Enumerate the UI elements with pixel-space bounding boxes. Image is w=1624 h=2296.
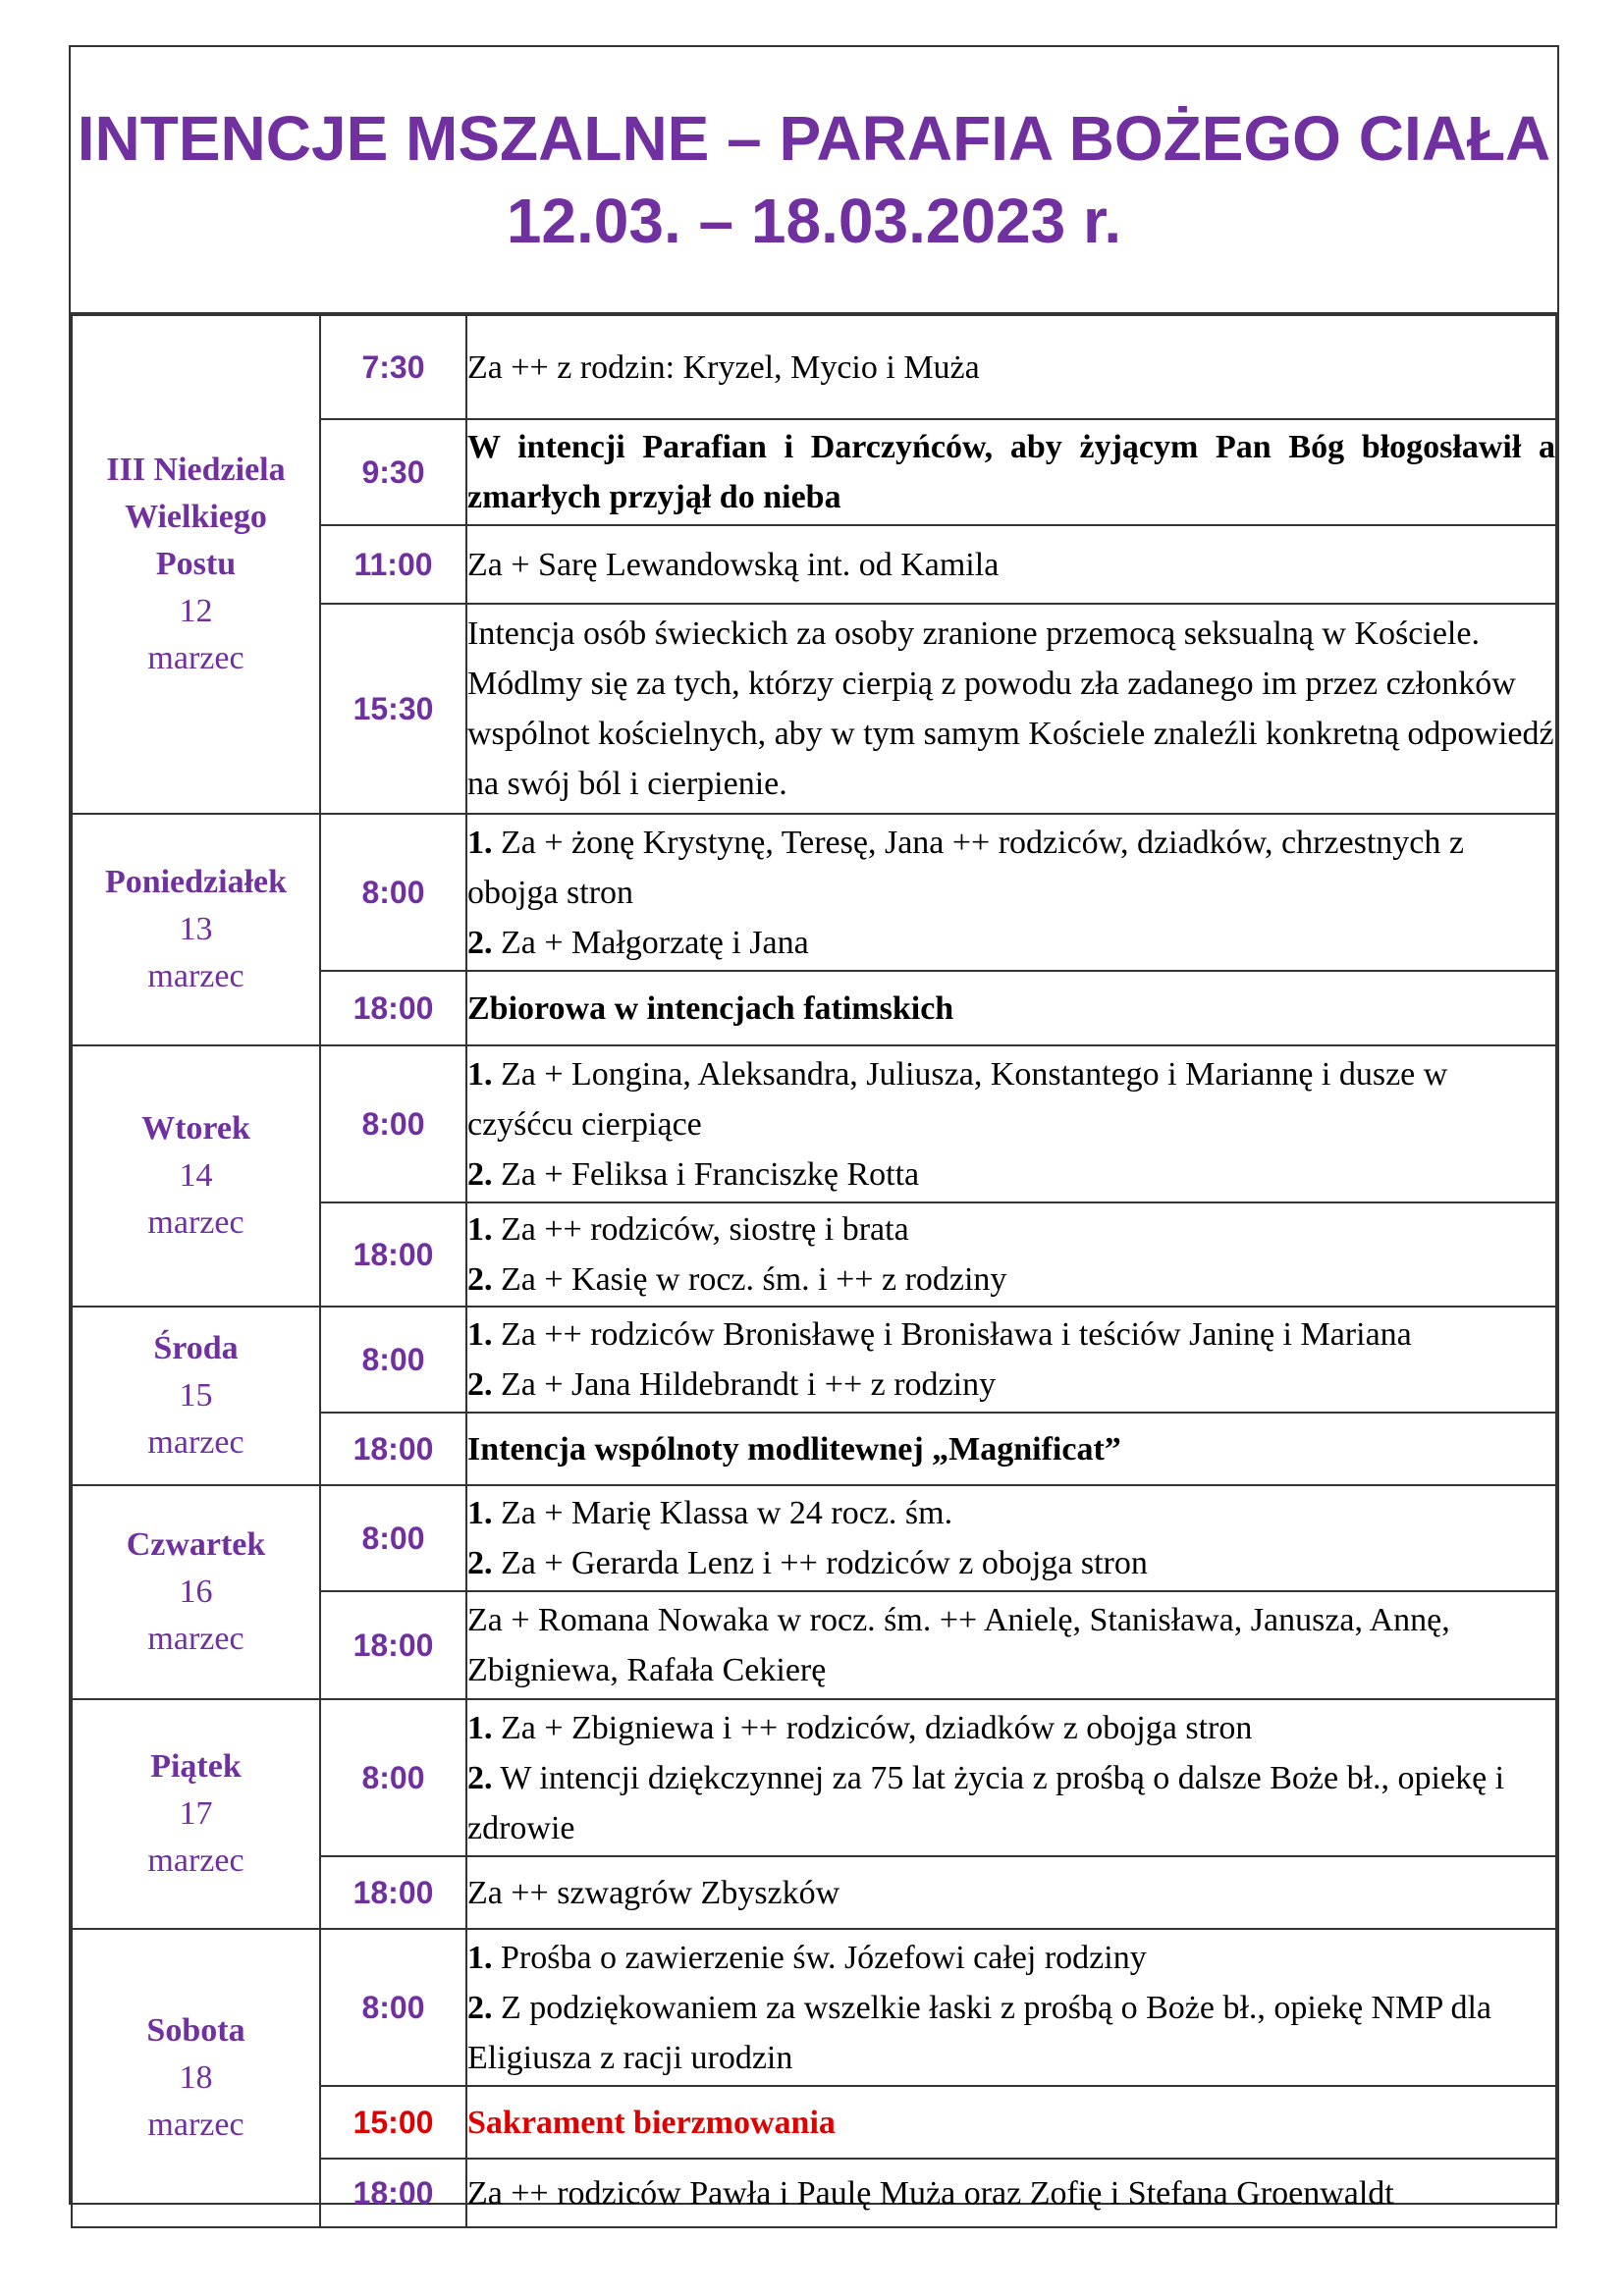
mass-time: 8:00 — [320, 1699, 466, 1856]
day-date: 17 — [179, 1795, 213, 1832]
day-month: marzec — [147, 1621, 244, 1657]
table-row — [72, 1045, 1556, 1202]
item-text: Za + Gerarda Lenz i ++ rodziców z obojga stron — [501, 1545, 1148, 1581]
item-number: 1. — [467, 824, 493, 861]
mass-time: 11:00 — [320, 525, 466, 604]
day-cell-tuesday — [72, 1045, 320, 1307]
mass-intention: Za + Sarę Lewandowską int. od Kamila — [466, 525, 1556, 604]
day-cell-friday — [72, 1699, 320, 1929]
item-number: 2. — [467, 1545, 493, 1581]
item-text: Za + żonę Krystynę, Teresę, Jana ++ rodziców, dziadków, chrzestnych z obojga stron — [467, 824, 1464, 911]
mass-intention — [466, 814, 1556, 971]
mass-time: 8:00 — [320, 1485, 466, 1591]
item-number: 2. — [467, 924, 493, 961]
item-text: Za ++ rodziców, siostrę i brata — [501, 1211, 909, 1248]
mass-intention: Za ++ rodziców Pawła i Paulę Muża oraz Zofię i Stefana Groenwaldt — [466, 2159, 1556, 2227]
intention-item — [467, 918, 1555, 968]
day-name: Piątek — [150, 1748, 242, 1785]
day-name-line: III Niedziela — [106, 452, 286, 488]
day-month: marzec — [147, 2107, 244, 2143]
intention-item — [467, 1149, 1555, 1200]
mass-intention — [466, 1699, 1556, 1856]
mass-time: 18:00 — [320, 1413, 466, 1485]
intention-item — [467, 1309, 1555, 1360]
item-number: 1. — [467, 1055, 493, 1093]
mass-time: 18:00 — [320, 1591, 466, 1699]
intention-item — [467, 1204, 1555, 1255]
intention-item — [467, 1933, 1555, 1983]
intention-item — [467, 1049, 1555, 1149]
item-text: Z podziękowaniem za wszelkie łaski z prośbą o Boże bł., opiekę NMP dla Eligiusza z racji urodzin — [467, 1989, 1492, 2076]
mass-time: 8:00 — [320, 1929, 466, 2086]
day-month: marzec — [147, 1842, 244, 1879]
table-row — [72, 814, 1556, 971]
day-name: Poniedziałek — [104, 864, 288, 900]
day-month: marzec — [147, 1204, 244, 1241]
item-text: Za + Kasię w rocz. śm. i ++ z rodziny — [501, 1261, 1007, 1298]
day-month: marzec — [147, 1424, 244, 1461]
mass-intention — [466, 1929, 1556, 2086]
mass-intention: Za + Romana Nowaka w rocz. śm. ++ Anielę, Stanisława, Janusza, Annę, Zbigniewa, Rafała Cekierę — [466, 1591, 1556, 1699]
schedule-table — [71, 314, 1557, 2228]
intention-item — [467, 818, 1555, 918]
day-date: 18 — [179, 2059, 213, 2096]
day-name: Czwartek — [126, 1526, 266, 1563]
mass-intention: Zbiorowa w intencjach fatimskich — [466, 971, 1556, 1045]
table-row — [72, 1699, 1556, 1856]
mass-intention: Sakrament bierzmowania — [466, 2086, 1556, 2159]
item-number: 2. — [467, 1989, 493, 2026]
mass-intention: Za ++ szwagrów Zbyszków — [466, 1856, 1556, 1929]
item-number: 2. — [467, 1759, 493, 1796]
intention-item — [467, 1255, 1555, 1305]
item-text: Za + Jana Hildebrandt i ++ z rodziny — [501, 1366, 997, 1403]
day-cell-sunday — [72, 315, 320, 814]
day-date: 15 — [179, 1377, 213, 1414]
table-row — [72, 1485, 1556, 1591]
item-text: Za + Longina, Aleksandra, Juliusza, Konstantego i Mariannę i dusze w czyśćcu cierpiące — [467, 1055, 1448, 1143]
mass-intention: Za ++ z rodzin: Kryzel, Mycio i Muża — [466, 315, 1556, 419]
intention-item — [467, 1703, 1555, 1753]
item-number: 1. — [467, 1495, 493, 1531]
item-text: Za ++ rodziców Bronisławę i Bronisława i teściów Janinę i Mariana — [501, 1316, 1412, 1353]
day-cell-thursday — [72, 1485, 320, 1699]
mass-intention — [466, 1485, 1556, 1591]
mass-time: 18:00 — [320, 971, 466, 1045]
day-name: Sobota — [146, 2012, 245, 2049]
day-date: 13 — [179, 911, 213, 947]
item-text: Za + Małgorzatę i Jana — [501, 924, 809, 961]
mass-intention: Intencja osób świeckich za osoby zranione przemocą seksualną w Kościele. Módlmy się za tych, którzy cierpią z powodu zła zadanego im przez członków wspólnot kościelnych, aby w tym samym Kościele znaleźli konkretną odpowiedź na swój ból i cierpienie. — [466, 604, 1556, 814]
item-number: 1. — [467, 1316, 493, 1353]
day-name: Wtorek — [141, 1110, 250, 1147]
item-number: 1. — [467, 1211, 493, 1248]
mass-time: 8:00 — [320, 1307, 466, 1413]
header — [71, 47, 1557, 314]
item-number: 2. — [467, 1261, 493, 1298]
mass-time: 8:00 — [320, 1045, 466, 1202]
mass-time: 15:00 — [320, 2086, 466, 2159]
mass-time: 18:00 — [320, 1202, 466, 1307]
mass-intention: Intencja wspólnoty modlitewnej „Magnificat” — [466, 1413, 1556, 1485]
day-month: marzec — [147, 640, 244, 676]
date-range: 12.03. – 18.03.2023 r. — [506, 186, 1122, 256]
mass-time: 18:00 — [320, 1856, 466, 1929]
mass-intention: W intencji Parafian i Darczyńców, aby żyjącym Pan Bóg błogosławił a zmarłych przyjął do nieba — [466, 419, 1556, 525]
table-row — [72, 315, 1556, 419]
day-month: marzec — [147, 958, 244, 994]
mass-time: 8:00 — [320, 814, 466, 971]
mass-intention — [466, 1045, 1556, 1202]
day-date: 16 — [179, 1574, 213, 1610]
item-text: W intencji dziękczynnej za 75 lat życia z prośbą o dalsze Boże bł., opiekę i zdrowie — [467, 1759, 1505, 1846]
day-name-line: Postu — [155, 546, 237, 582]
day-cell-saturday — [72, 1929, 320, 2227]
mass-intention — [466, 1202, 1556, 1307]
day-cell-monday — [72, 814, 320, 1045]
table-row — [72, 1929, 1556, 2086]
day-cell-wednesday — [72, 1307, 320, 1485]
item-number: 2. — [467, 1155, 493, 1193]
intention-item — [467, 1488, 1555, 1538]
mass-time: 15:30 — [320, 604, 466, 814]
mass-intentions-sheet — [69, 45, 1559, 2212]
day-name: Środa — [153, 1330, 239, 1366]
item-number: 1. — [467, 1939, 493, 1976]
intention-item — [467, 1360, 1555, 1410]
intention-item — [467, 1753, 1555, 1853]
intention-item — [467, 1983, 1555, 2083]
item-text: Za + Feliksa i Franciszkę Rotta — [501, 1155, 920, 1193]
table-row — [72, 1307, 1556, 1413]
item-number: 1. — [467, 1709, 493, 1746]
day-date: 14 — [179, 1157, 213, 1194]
item-text: Prośba o zawierzenie św. Józefowi całej rodziny — [501, 1939, 1147, 1976]
page-title: INTENCJE MSZALNE – PARAFIA BOŻEGO CIAŁA — [77, 103, 1551, 174]
day-name-line: Wielkiego — [125, 499, 267, 535]
mass-time: 18:00 — [320, 2159, 466, 2227]
mass-time: 9:30 — [320, 419, 466, 525]
item-text: Za + Zbigniewa i ++ rodziców, dziadków z obojga stron — [501, 1709, 1253, 1746]
mass-time: 7:30 — [320, 315, 466, 419]
mass-intention — [466, 1307, 1556, 1413]
day-date: 12 — [179, 593, 213, 629]
item-text: Za + Marię Klassa w 24 rocz. śm. — [501, 1495, 953, 1531]
item-number: 2. — [467, 1366, 493, 1403]
intention-item — [467, 1538, 1555, 1588]
